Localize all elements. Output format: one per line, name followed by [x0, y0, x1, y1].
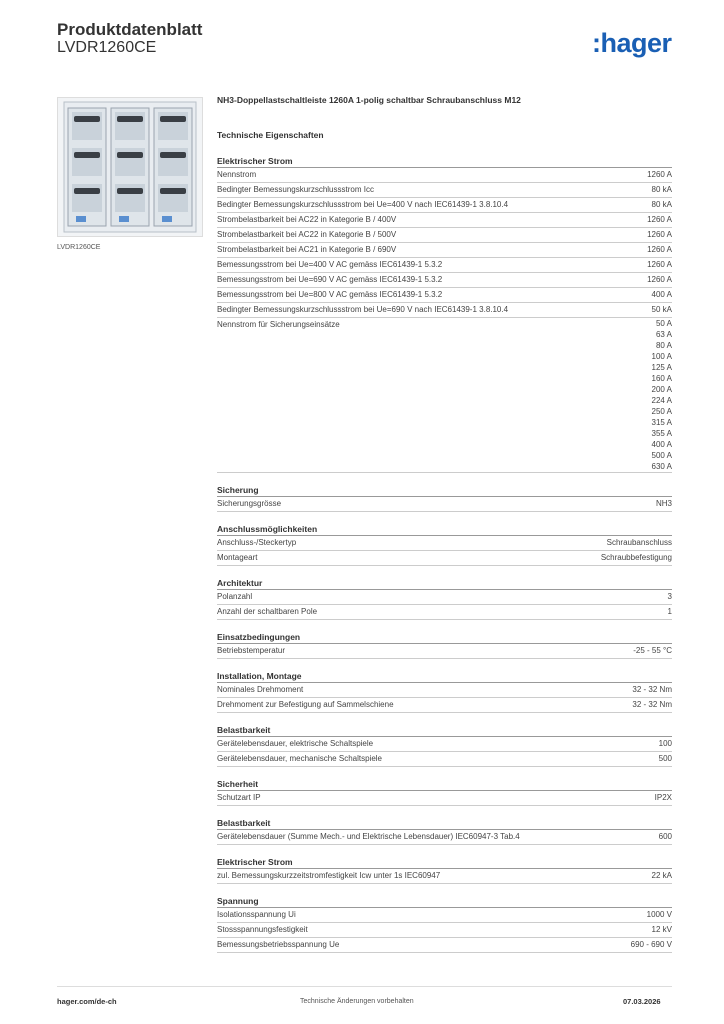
property-label: Betriebstemperatur: [217, 646, 286, 655]
property-row: [217, 288, 672, 303]
property-label: Bemessungsstrom bei Ue=800 V AC gemäss IEC61439-1 5.3.2: [217, 290, 443, 299]
property-value: Schraubbefestigung: [600, 553, 672, 562]
property-label: Bemessungsstrom bei Ue=400 V AC gemäss IEC61439-1 5.3.2: [217, 260, 443, 269]
property-value: -25 - 55 °C: [633, 646, 672, 655]
property-section: [217, 724, 672, 767]
product-image: [57, 97, 203, 237]
property-value: 3: [667, 592, 672, 601]
property-row: [217, 183, 672, 198]
property-label: Bedingter Bemessungskurzschlussstrom Icc: [217, 185, 374, 194]
property-value: Schraubanschluss: [606, 538, 672, 547]
image-caption: LVDR1260CE: [57, 244, 101, 251]
property-value: 1260 A: [647, 170, 672, 179]
property-row: [217, 908, 672, 923]
property-label: Bedingter Bemessungskurzschlussstrom bei Ue=690 V nach IEC61439-1 3.8.10.4: [217, 305, 509, 314]
property-section: [217, 155, 672, 473]
section-title: Belastbarkeit: [217, 724, 672, 737]
property-value: 250 A: [651, 407, 672, 416]
property-value: 80 A: [655, 341, 672, 350]
property-label: Polanzahl: [217, 592, 253, 601]
property-row: [217, 228, 672, 243]
property-row: [217, 938, 672, 953]
property-row: [217, 536, 672, 551]
property-label: Gerätelebensdauer, mechanische Schaltspiele: [217, 754, 382, 763]
property-row: [217, 752, 672, 767]
property-row: [217, 923, 672, 938]
product-code: LVDR1260CE: [57, 39, 157, 56]
section-title: Elektrischer Strom: [217, 155, 672, 168]
property-row: [217, 791, 672, 806]
property-section: [217, 856, 672, 884]
property-section: [217, 484, 672, 512]
property-value: 1260 A: [647, 275, 672, 284]
section-title: Sicherung: [217, 484, 672, 497]
property-label: Nennstrom für Sicherungseinsätze: [217, 320, 340, 329]
section-title: Architektur: [217, 577, 672, 590]
property-section: [217, 523, 672, 566]
property-row: [217, 644, 672, 659]
property-value: 355 A: [651, 429, 672, 438]
property-label: zul. Bemessungskurzzeitstromfestigkeit Icw unter 1s IEC60947: [217, 871, 441, 880]
property-value: 32 - 32 Nm: [632, 700, 672, 709]
property-label: Strombelastbarkeit bei AC22 in Kategorie B / 400V: [217, 215, 397, 224]
property-value: IP2X: [654, 793, 672, 802]
property-row: [217, 318, 672, 473]
section-title: Spannung: [217, 895, 672, 908]
property-label: Strombelastbarkeit bei AC22 in Kategorie B / 500V: [217, 230, 397, 239]
property-value: 80 kA: [651, 200, 672, 209]
property-value: 1: [667, 607, 672, 616]
footer-date: 07.03.2026: [623, 997, 661, 1006]
property-row: [217, 497, 672, 512]
property-value: 50 A: [655, 319, 672, 328]
footer-disclaimer: Technische Änderungen vorbehalten: [300, 998, 414, 1005]
property-section: [217, 631, 672, 659]
section-title: Belastbarkeit: [217, 817, 672, 830]
property-value: 1260 A: [647, 245, 672, 254]
property-value: 1260 A: [647, 260, 672, 269]
section-title: Einsatzbedingungen: [217, 631, 672, 644]
property-value-list: [652, 318, 672, 472]
property-row: [217, 869, 672, 884]
property-row: [217, 737, 672, 752]
property-value: NH3: [655, 499, 672, 508]
property-value: 1260 A: [647, 215, 672, 224]
property-value: 160 A: [651, 374, 672, 383]
property-value: 630 A: [651, 462, 672, 471]
property-label: Drehmoment zur Befestigung auf Sammelschiene: [217, 700, 394, 709]
property-value: 12 kV: [651, 925, 672, 934]
property-value: 80 kA: [651, 185, 672, 194]
property-value: 22 kA: [651, 871, 672, 880]
property-label: Stossspannungsfestigkeit: [217, 925, 308, 934]
section-title: Sicherheit: [217, 778, 672, 791]
property-row: [217, 168, 672, 183]
property-section: [217, 817, 672, 845]
property-value: 500 A: [651, 451, 672, 460]
property-label: Gerätelebensdauer (Summe Mech.- und Elektrische Lebensdauer) IEC60947-3 Tab.4: [217, 832, 520, 841]
property-label: Nominales Drehmoment: [217, 685, 304, 694]
property-row: [217, 258, 672, 273]
property-row: [217, 198, 672, 213]
property-row: [217, 213, 672, 228]
property-row: [217, 698, 672, 713]
section-title: Anschlussmöglichkeiten: [217, 523, 672, 536]
property-section: [217, 577, 672, 620]
property-label: Isolationsspannung Ui: [217, 910, 296, 919]
property-row: [217, 590, 672, 605]
property-section: [217, 778, 672, 806]
property-value: 100: [658, 739, 672, 748]
property-label: Schutzart IP: [217, 793, 261, 802]
property-label: Bedingter Bemessungskurzschlussstrom bei Ue=400 V nach IEC61439-1 3.8.10.4: [217, 200, 509, 209]
page-title: Produktdatenblatt: [57, 20, 203, 39]
property-label: Gerätelebensdauer, elektrische Schaltspiele: [217, 739, 374, 748]
property-value: 200 A: [651, 385, 672, 394]
property-value: 1000 V: [646, 910, 672, 919]
property-row: [217, 551, 672, 566]
property-row: [217, 683, 672, 698]
section-heading: Technische Eigenschaften: [217, 130, 324, 140]
property-row: [217, 243, 672, 258]
property-row: [217, 273, 672, 288]
property-label: Bemessungsstrom bei Ue=690 V AC gemäss IEC61439-1 5.3.2: [217, 275, 443, 284]
property-label: Strombelastbarkeit bei AC21 in Kategorie B / 690V: [217, 245, 397, 254]
property-row: [217, 830, 672, 845]
property-label: Sicherungsgrösse: [217, 499, 282, 508]
hager-logo: :hager: [592, 28, 672, 58]
property-value: 224 A: [651, 396, 672, 405]
property-value: 690 - 690 V: [630, 940, 672, 949]
property-value: 63 A: [655, 330, 672, 339]
property-label: Nennstrom: [217, 170, 257, 179]
property-label: Anschluss-/Steckertyp: [217, 538, 297, 547]
property-value: 32 - 32 Nm: [632, 685, 672, 694]
property-value: 400 A: [651, 440, 672, 449]
property-label: Bemessungsbetriebsspannung Ue: [217, 940, 340, 949]
property-value: 500: [658, 754, 672, 763]
product-description: NH3-Doppellastschaltleiste 1260A 1-polig schaltbar Schraubanschluss M12: [217, 95, 521, 105]
property-value: 400 A: [651, 290, 672, 299]
property-row: [217, 303, 672, 318]
property-value: 315 A: [651, 418, 672, 427]
section-title: Elektrischer Strom: [217, 856, 672, 869]
section-title: Installation, Montage: [217, 670, 672, 683]
footer-website[interactable]: hager.com/de-ch: [57, 997, 117, 1006]
property-value: 1260 A: [647, 230, 672, 239]
property-section: [217, 670, 672, 713]
property-label: Anzahl der schaltbaren Pole: [217, 607, 318, 616]
properties-table: [217, 155, 672, 964]
property-value: 50 kA: [651, 305, 672, 314]
property-section: [217, 895, 672, 953]
property-value: 100 A: [651, 352, 672, 361]
footer-divider: [57, 986, 672, 987]
property-value: 125 A: [651, 363, 672, 372]
property-value: 600: [658, 832, 672, 841]
property-row: [217, 605, 672, 620]
property-label: Montageart: [217, 553, 258, 562]
